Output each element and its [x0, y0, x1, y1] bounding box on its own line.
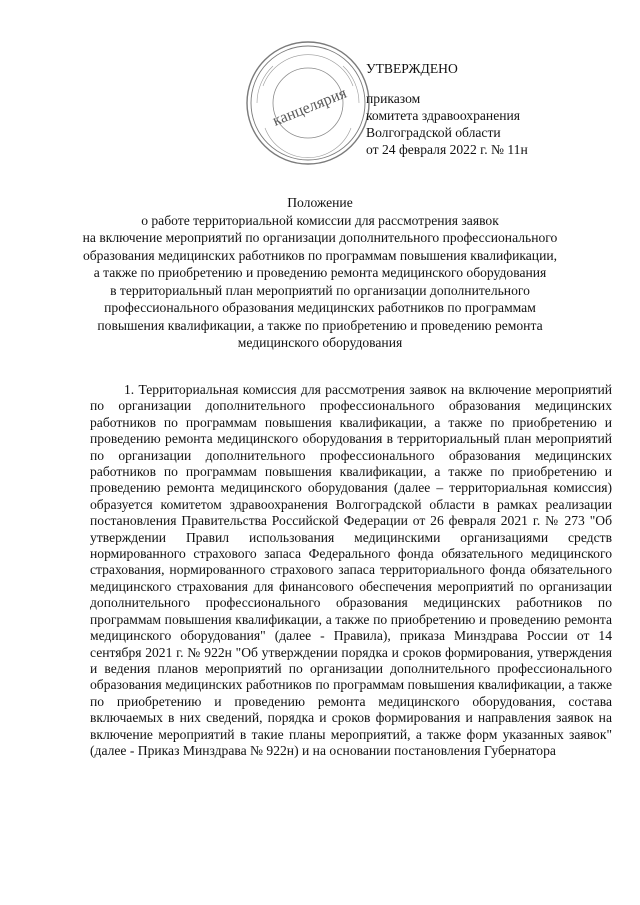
title-line: профессионального образования медицинских работников по программам	[104, 300, 536, 315]
approval-block	[366, 60, 626, 158]
title-line: а также по приобретению и проведению ремонта медицинского оборудования	[93, 265, 547, 280]
title-line: о работе территориальной комиссии для рассмотрения заявок	[141, 212, 499, 228]
approval-heading: УТВЕРЖДЕНО	[366, 61, 458, 76]
stamp-text: канцелярия	[270, 84, 350, 130]
title-heading: Положение	[287, 195, 353, 210]
title-line: образования медицинских работников по программам повышения квалификации,	[82, 247, 558, 263]
title-line: на включение мероприятий по организации дополнительного профессионального	[82, 230, 558, 245]
approval-line: комитета здравоохранения	[366, 108, 521, 123]
title-line: медицинского оборудования	[237, 335, 403, 350]
approval-line: приказом	[366, 91, 421, 106]
title-line: в территориальный план мероприятий по организации дополнительного	[110, 282, 530, 298]
paragraph-1: 1. Территориальная комиссия для рассмотрения заявок на включение мероприятий по организации дополнительного профессионального образования медицинских работников по программам повышения квалификации, а также по приобретению и проведению ремонта медицинского оборудования в территориальный план мероприятий по организации дополнительного профессионального образования медицинских работников по программам повышения квалификации, а также по приобретению и проведению ремонта медицинского оборудования (далее – территориальная комиссия) образуется комитетом здравоохранения Волгоградской области в рамках реализации постановления Правительства Российской Федерации от 26 февраля 2021 г. № 273 "Об утверждении Правил использования медицинскими организациями средств нормированного страхового запаса Федерального фонда обязательного медицинского страхования, нормированного страхового запаса территориального фонда обязательного медицинского страхования для финансового обеспечения мероприятий по организации дополнительного профессионального образования медицинских работников по программам повышения квалификации, а также по приобретению и проведению ремонта медицинского оборудования" (далее - Правила), приказа Минздрава России от 14 сентября 2021 г. № 922н "Об утверждении порядка и сроков формирования, утверждения и ведения планов мероприятий по организации дополнительного профессионального образования медицинских работников по программам повышения квалификации, а также по приобретению и проведению ремонта медицинского оборудования, состава включаемых в них сведений, порядка и сроков формирования и направления заявок на включение мероприятий в такие планы мероприятий, а также форм указанных заявок" (далее - Приказ Минздрава № 922н) и на основании постановления Губернатора	[90, 382, 612, 758]
stamp-seal	[243, 38, 373, 168]
approval-line: Волгоградской области	[366, 125, 501, 140]
approval-line: от 24 февраля 2022 г. № 11н	[366, 142, 528, 157]
title-line: повышения квалификации, а также по приобретению и проведению ремонта	[97, 317, 543, 333]
document-title	[60, 194, 580, 352]
